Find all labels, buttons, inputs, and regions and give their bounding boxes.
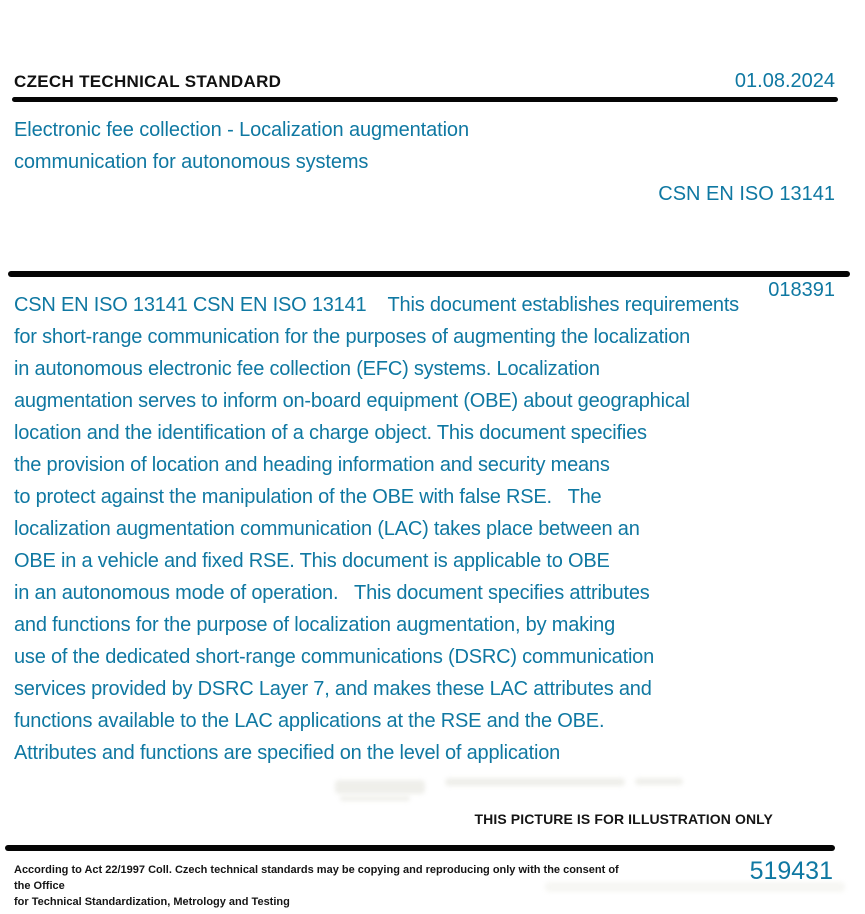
header-divider [12, 97, 838, 102]
header [14, 70, 835, 93]
copyright-notice: According to Act 22/1997 Coll. Czech technical standards may be copying and reproducing only with the consent of the Office for Technical Standardization, Metrology and Testing [14, 864, 619, 908]
document-type-heading: CZECH TECHNICAL STANDARD [14, 72, 282, 91]
standard-code: CSN EN ISO 13141 [658, 183, 835, 205]
watermark-blob [340, 796, 410, 801]
document-number: 519431 [749, 857, 833, 885]
watermark-blob [635, 778, 683, 785]
issue-date: 01.08.2024 [734, 70, 835, 92]
watermark-blob [335, 780, 425, 794]
illustration-notice: THIS PICTURE IS FOR ILLUSTRATION ONLY [474, 811, 773, 827]
faint-watermark [335, 778, 685, 804]
abstract-text: CSN EN ISO 13141 CSN EN ISO 13141 This document establishes requirements for short-range communication for the purposes of augmenting the localization in autonomous electronic fee collection (EFC) systems. Localization augmentation serves to inform on-board equipment (OBE) about geographical location and the identification of a charge object. This document specifies the provision of location and heading information and security means to protect against the manipulation of the OBE with false RSE. The localization augmentation communication (LAC) takes place between an OBE in a vehicle and fixed RSE. This document is applicable to OBE in an autonomous mode of operation. This document specifies attributes and functions for the purpose of localization augmentation, by making use of the dedicated short-range communications (DSRC) communication services provided by DSRC Layer 7, and makes these LAC attributes and functions available to the LAC applications at the RSE and the OBE. Attributes and functions are specified on the level of application [14, 294, 739, 764]
standard-title: Electronic fee collection - Localization augmentation communication for autonomous systems [14, 119, 469, 173]
abstract-divider [8, 271, 850, 277]
catalog-number: 018391 [768, 279, 835, 301]
footer-divider [5, 845, 835, 851]
watermark-blob [445, 778, 625, 786]
